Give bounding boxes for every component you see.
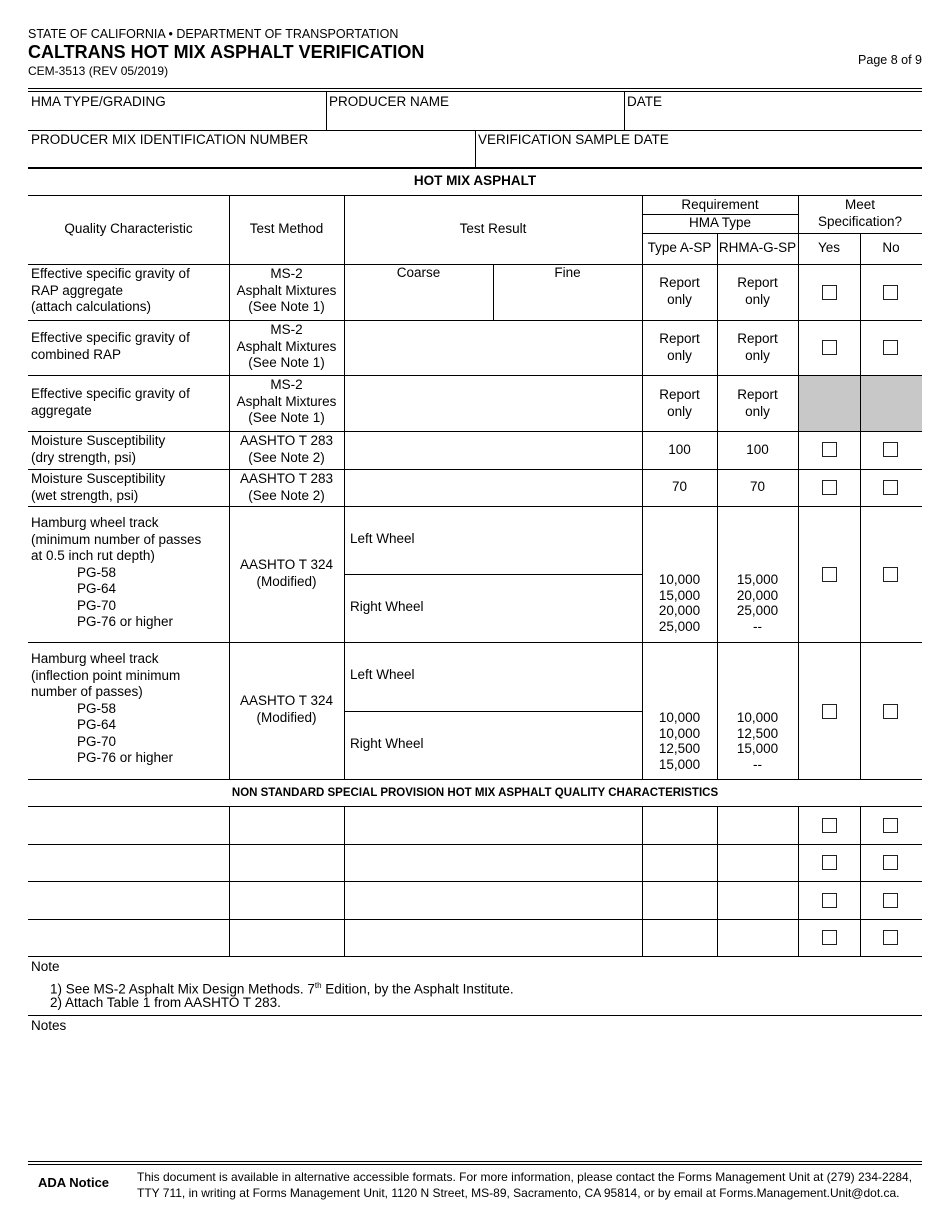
type-a-requirement: Report only (659, 331, 700, 363)
rhma-requirement: Report only (737, 387, 778, 419)
divider (28, 469, 922, 470)
divider (28, 195, 922, 196)
test-method: AASHTO T 283 (See Note 2) (239, 471, 334, 503)
hma-type-field[interactable]: HMA TYPE/GRADING (31, 94, 166, 109)
col-meet-header: Meet (844, 197, 875, 212)
divider (344, 711, 642, 712)
col-quality-header: Quality Characteristic (64, 221, 193, 236)
producer-name-field[interactable]: PRODUCER NAME (329, 94, 450, 109)
rhma-requirement: 15,000 20,000 25,000 -- (736, 572, 779, 634)
quality-characteristic: Hamburg wheel track (inflection point minimum number of passes) PG-58 PG-64 PG-70 PG-76 or higher (31, 651, 181, 765)
fine-label: Fine (554, 265, 581, 280)
shaded-cell (799, 376, 860, 431)
section-title: HOT MIX ASPHALT (413, 173, 537, 188)
right-wheel-label: Right Wheel (350, 736, 424, 751)
col-type-a-header: Type A-SP (647, 240, 712, 255)
yes-checkbox[interactable] (822, 285, 837, 300)
producer-mix-id-field[interactable]: PRODUCER MIX IDENTIFICATION NUMBER (31, 132, 309, 147)
divider (860, 806, 861, 956)
quality-characteristic: Moisture Susceptibility (dry strength, psi) (31, 433, 166, 465)
no-checkbox[interactable] (883, 704, 898, 719)
type-a-requirement: Report only (659, 387, 700, 419)
divider (344, 574, 642, 575)
test-method: MS-2 Asphalt Mixtures (See Note 1) (236, 322, 337, 370)
divider (28, 375, 922, 376)
divider (28, 806, 922, 807)
form-title: CALTRANS HOT MIX ASPHALT VERIFICATION (28, 42, 425, 62)
test-method: MS-2 Asphalt Mixtures (See Note 1) (236, 266, 337, 314)
divider (28, 1164, 922, 1165)
no-checkbox[interactable] (883, 893, 898, 908)
yes-checkbox[interactable] (822, 893, 837, 908)
no-checkbox[interactable] (883, 567, 898, 582)
no-checkbox[interactable] (883, 442, 898, 457)
divider (28, 1015, 922, 1016)
divider (28, 167, 922, 169)
yes-checkbox[interactable] (822, 930, 837, 945)
yes-checkbox[interactable] (822, 480, 837, 495)
test-method: MS-2 Asphalt Mixtures (See Note 1) (236, 377, 337, 425)
note-2: 2) Attach Table 1 from AASHTO T 283. (50, 995, 281, 1010)
col-method-header: Test Method (249, 221, 324, 236)
type-a-requirement: 100 (668, 442, 691, 457)
rhma-requirement: Report only (737, 275, 778, 307)
rhma-requirement: 70 (749, 479, 766, 494)
no-checkbox[interactable] (883, 855, 898, 870)
col-yes-header: Yes (817, 240, 841, 255)
no-checkbox[interactable] (883, 818, 898, 833)
divider (28, 779, 922, 780)
rhma-requirement: 100 (746, 442, 769, 457)
divider (28, 88, 922, 89)
test-method: AASHTO T 283 (See Note 2) (239, 433, 334, 465)
coarse-label: Coarse (396, 265, 441, 280)
nonstandard-title: NON STANDARD SPECIAL PROVISION HOT MIX ASPHALT QUALITY CHARACTERISTICS (231, 787, 719, 799)
left-wheel-label: Left Wheel (350, 667, 415, 682)
form-number: CEM-3513 (REV 05/2019) (28, 64, 169, 78)
yes-checkbox[interactable] (822, 442, 837, 457)
type-a-requirement: 10,000 15,000 20,000 25,000 (658, 572, 701, 634)
test-method: AASHTO T 324 (Modified) (239, 693, 334, 725)
divider (28, 320, 922, 321)
yes-checkbox[interactable] (822, 818, 837, 833)
type-a-requirement: 70 (671, 479, 688, 494)
divider (28, 881, 922, 882)
left-wheel-label: Left Wheel (350, 531, 415, 546)
note-1: 1) See MS-2 Asphalt Mix Design Methods. 7th Edition, by the Asphalt Institute. (50, 981, 514, 997)
divider (642, 233, 922, 234)
verification-sample-date-field[interactable]: VERIFICATION SAMPLE DATE (478, 132, 669, 147)
test-method: AASHTO T 324 (Modified) (239, 557, 334, 589)
notes-heading[interactable]: Notes (31, 1018, 67, 1033)
divider (642, 806, 643, 956)
no-checkbox[interactable] (883, 285, 898, 300)
quality-characteristic: Moisture Susceptibility (wet strength, psi) (31, 471, 166, 503)
quality-characteristic: Effective specific gravity of RAP aggregate (attach calculations) (31, 266, 190, 314)
yes-checkbox[interactable] (822, 704, 837, 719)
note-heading: Note (31, 959, 60, 974)
col-rhma-header: RHMA-G-SP (718, 240, 797, 255)
date-field[interactable]: DATE (627, 94, 663, 109)
col-spec-header: Specification? (817, 214, 903, 229)
col-no-header: No (882, 240, 900, 255)
col-hma-type-header: HMA Type (688, 215, 752, 230)
divider (798, 806, 799, 956)
yes-checkbox[interactable] (822, 855, 837, 870)
yes-checkbox[interactable] (822, 340, 837, 355)
col-result-header: Test Result (459, 221, 527, 236)
divider (28, 956, 922, 957)
divider (229, 806, 230, 956)
rhma-requirement: Report only (737, 331, 778, 363)
divider (344, 195, 345, 779)
divider (28, 506, 922, 507)
no-checkbox[interactable] (883, 340, 898, 355)
shaded-cell (861, 376, 922, 431)
divider (28, 844, 922, 845)
quality-characteristic: Effective specific gravity of aggregate (31, 386, 190, 418)
ada-notice-label: ADA Notice (38, 1175, 110, 1190)
divider (717, 806, 718, 956)
no-checkbox[interactable] (883, 480, 898, 495)
divider (28, 919, 922, 920)
ada-notice-text: This document is available in alternative accessible formats. For more information, please contact the Forms Management Unit at (279) 234-2284, TTY 711, in writing at Forms Management Unit, 1120 N Street, MS-89, Sacramento, CA 95814, or by email at Forms.Management.Unit@dot.ca. (137, 1170, 913, 1200)
yes-checkbox[interactable] (822, 567, 837, 582)
divider (798, 195, 799, 779)
rhma-requirement: 10,000 12,500 15,000 -- (736, 710, 779, 772)
divider (717, 233, 718, 779)
divider (624, 91, 625, 130)
quality-characteristic: Effective specific gravity of combined RAP (31, 330, 190, 362)
divider (475, 130, 476, 167)
divider (28, 91, 922, 92)
divider (344, 806, 345, 956)
divider (28, 642, 922, 643)
agency-name: STATE OF CALIFORNIA • DEPARTMENT OF TRANSPORTATION (28, 27, 399, 41)
quality-characteristic: Hamburg wheel track (minimum number of passes at 0.5 inch rut depth) PG-58 PG-64 PG-70 PG-76 or higher (31, 515, 202, 629)
type-a-requirement: Report only (659, 275, 700, 307)
right-wheel-label: Right Wheel (350, 599, 424, 614)
type-a-requirement: 10,000 10,000 12,500 15,000 (658, 710, 701, 772)
divider (28, 1161, 922, 1162)
divider (326, 91, 327, 130)
divider (860, 233, 861, 779)
page-number: Page 8 of 9 (858, 53, 922, 67)
no-checkbox[interactable] (883, 930, 898, 945)
col-requirement-header: Requirement (681, 197, 759, 212)
divider (28, 431, 922, 432)
